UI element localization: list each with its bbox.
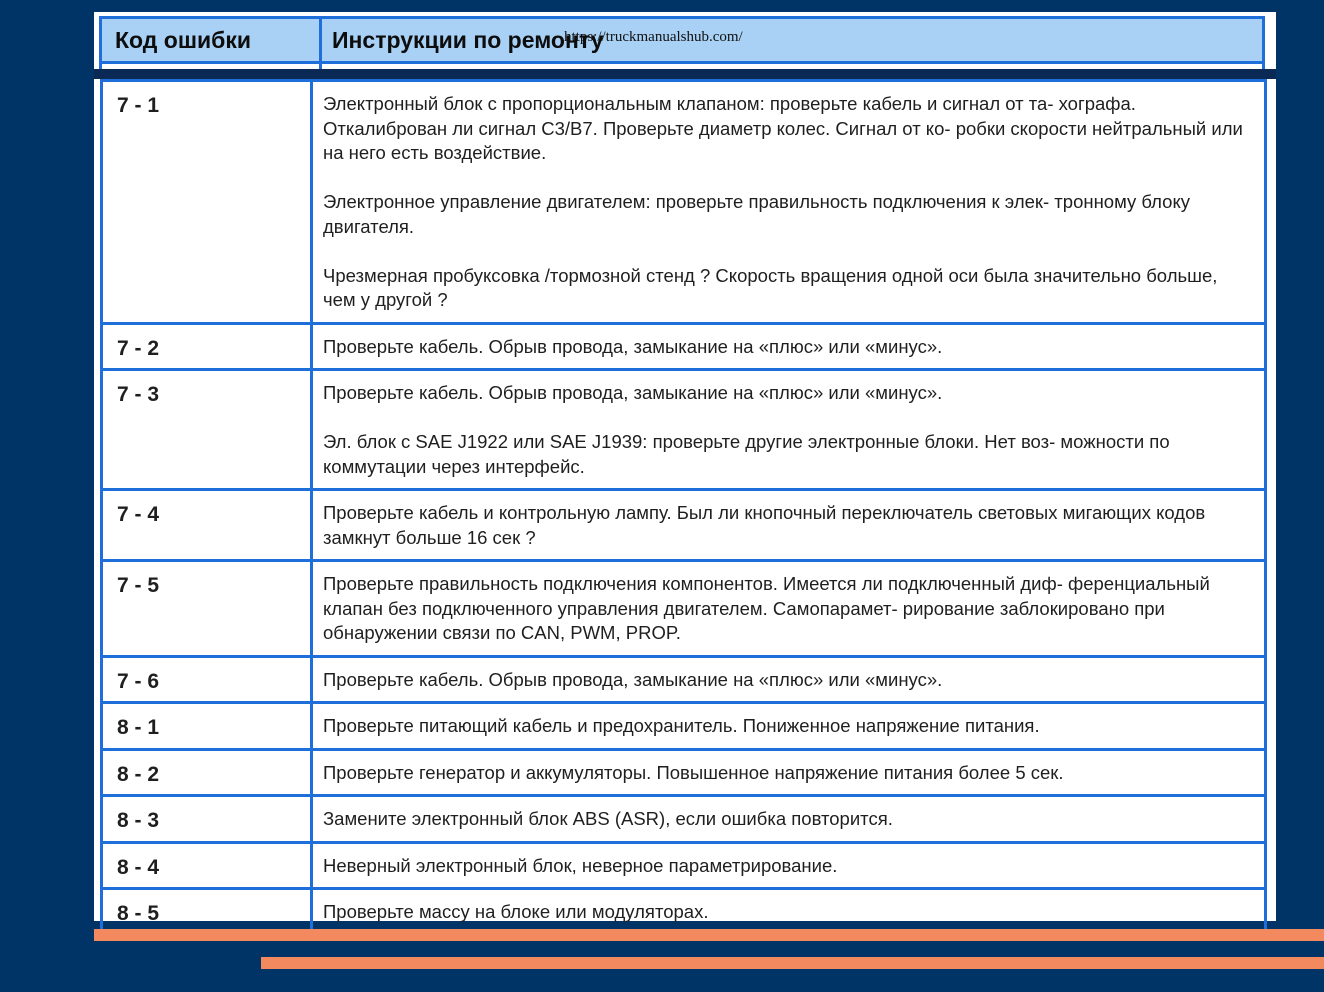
- table-row: [102, 490, 1266, 561]
- table-row: [102, 81, 1266, 324]
- error-codes-table: [100, 79, 1267, 937]
- instruction-paragraph: Эл. блок с SAE J1922 или SAE J1939: проверьте другие электронные блоки. Нет воз- можности по коммутации через интерфейс.: [323, 431, 1170, 477]
- watermark-url: https://truckmanualshub.com/: [564, 29, 743, 45]
- instruction-paragraph: Проверьте питающий кабель и предохранитель. Пониженное напряжение питания.: [323, 715, 1040, 736]
- instruction-paragraph: Проверьте кабель. Обрыв провода, замыкание на «плюс» или «минус».: [323, 668, 943, 690]
- repair-instructions: [312, 749, 1266, 796]
- accent-stripe-bottom: [261, 957, 1324, 969]
- instruction-paragraph: Чрезмерная пробуксовка /тормозной стенд ? Скорость вращения одной оси была значительно больше, чем у другой ?: [323, 264, 1218, 310]
- table-rows: [102, 81, 1266, 936]
- error-code: 7 - 6: [102, 656, 312, 703]
- instruction-paragraph: Проверьте массу на блоке или модуляторах.: [323, 901, 709, 922]
- header-code: Код ошибки: [115, 27, 251, 53]
- error-code: 8 - 5: [102, 889, 312, 936]
- table-row: [102, 561, 1266, 657]
- repair-instructions: [312, 81, 1266, 324]
- table-row: [102, 370, 1266, 490]
- error-code: 8 - 1: [102, 703, 312, 750]
- repair-instructions: [312, 323, 1266, 370]
- instruction-paragraph: Неверный электронный блок, неверное параметрирование.: [323, 854, 838, 876]
- instruction-paragraph: Проверьте кабель. Обрыв провода, замыкание на «плюс» или «минус».: [323, 335, 943, 357]
- instruction-paragraph: Электронный блок с пропорциональным клапаном: проверьте кабель и сигнал от та- хографа. Откалиброван ли сигнал C3/B7. Проверьте диаметр колес. Сигнал от ко- робки скорости нейтральный или на него есть воздействие.: [323, 93, 1243, 163]
- instruction-paragraph: Проверьте генератор и аккумуляторы. Повышенное напряжение питания более 5 сек.: [323, 761, 1064, 783]
- repair-instructions: [312, 490, 1266, 561]
- repair-instructions: [312, 842, 1266, 889]
- instruction-paragraph: Проверьте правильность подключения компонентов. Имеется ли подключенный диф- ференциальный клапан без подключенного управления двигателем. Самопарамет- рирование заблокировано при обнаружении связи по CAN, PWM, PROP.: [323, 573, 1210, 643]
- table-row: [102, 749, 1266, 796]
- instruction-paragraph: Замените электронный блок ABS (ASR), если ошибка повторится.: [323, 808, 893, 829]
- repair-instructions: [312, 703, 1266, 750]
- error-code: 7 - 2: [102, 323, 312, 370]
- table-row: [102, 323, 1266, 370]
- dark-band: [94, 69, 1276, 79]
- error-code: 7 - 3: [102, 370, 312, 490]
- header-divider: [319, 19, 322, 61]
- error-code: 8 - 3: [102, 796, 312, 843]
- repair-instructions: [312, 656, 1266, 703]
- header-instructions: Инструкции по ремонту: [332, 27, 604, 53]
- accent-stripe-top: [94, 929, 1324, 941]
- instruction-paragraph: Электронное управление двигателем: проверьте правильность подключения к элек- тронному блоку двигателя.: [323, 191, 1190, 237]
- repair-instructions: [312, 796, 1266, 843]
- error-code: 7 - 1: [102, 81, 312, 324]
- error-code: 7 - 5: [102, 561, 312, 657]
- repair-instructions: [312, 370, 1266, 490]
- instruction-paragraph: Проверьте кабель. Обрыв провода, замыкание на «плюс» или «минус».: [323, 382, 943, 403]
- table-row: [102, 656, 1266, 703]
- instruction-paragraph: Проверьте кабель и контрольную лампу. Был ли кнопочный переключатель световых мигающих кодов замкнут больше 16 сек ?: [323, 502, 1206, 548]
- repair-instructions: [312, 561, 1266, 657]
- error-code: 8 - 2: [102, 749, 312, 796]
- error-code: 8 - 4: [102, 842, 312, 889]
- table-row: [102, 796, 1266, 843]
- table-row: [102, 703, 1266, 750]
- error-code: 7 - 4: [102, 490, 312, 561]
- table-row: [102, 842, 1266, 889]
